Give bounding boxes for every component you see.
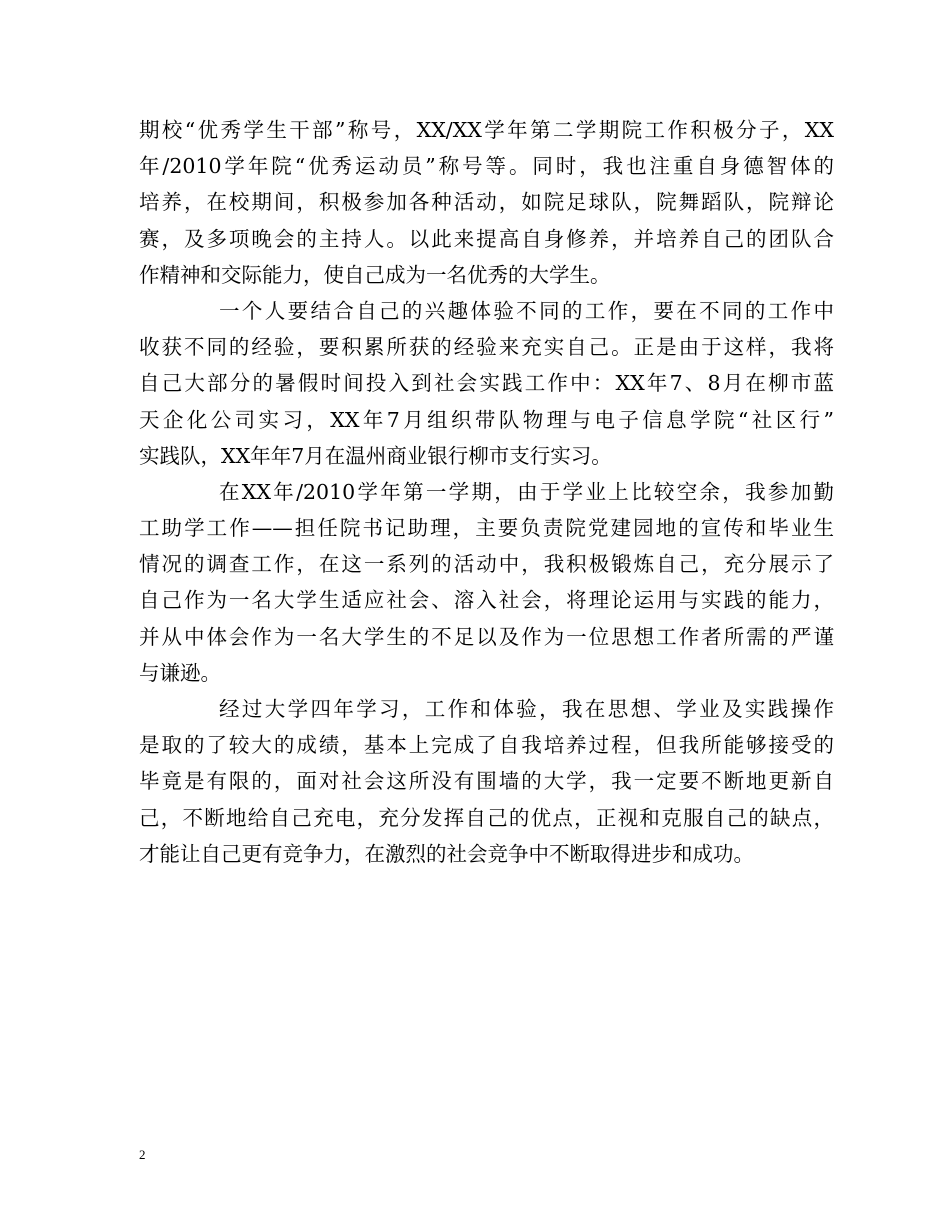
page-number: 2 xyxy=(139,1147,146,1162)
text-line: 经过大学四年学习，工作和体验，我在思想、学业及实践操作 xyxy=(219,697,834,721)
text-line: 毕竟是有限的，面对社会这所没有围墙的大学，我一定要不断地更新自 xyxy=(139,769,834,794)
text-line: 实践队，XX年年7月在温州商业银行柳市支行实习。 xyxy=(139,443,612,468)
text-line: 自己作为一名大学生适应社会、溶入社会，将理论运用与实践的能力， xyxy=(139,588,834,613)
text-line: 收获不同的经验，要积累所获的经验来充实自己。正是由于这样，我将 xyxy=(139,335,834,360)
text-line: 在XX年/2010学年第一学期，由于学业上比较空余，我参加勤 xyxy=(219,479,834,504)
text-line: 并从中体会作为一名大学生的不足以及作为一位思想工作者所需的严谨 xyxy=(139,624,834,649)
text-line: 己，不断地给自己充电，充分发挥自己的优点，正视和克服自己的缺点， xyxy=(139,805,834,830)
text-line: 情况的调查工作，在这一系列的活动中，我积极锻炼自己，充分展示了 xyxy=(139,552,834,577)
text-line: 天企化公司实习，XX年7月组织带队物理与电子信息学院“社区行” xyxy=(139,407,834,432)
text-line: 工助学工作——担任院书记助理，主要负责院党建园地的宣传和毕业生 xyxy=(139,516,834,541)
text-line: 作精神和交际能力，使自己成为一名优秀的大学生。 xyxy=(139,262,611,287)
text-line: 一个人要结合自己的兴趣体验不同的工作，要在不同的工作中 xyxy=(219,298,834,323)
text-line: 与谦逊。 xyxy=(139,660,221,685)
text-line: 自己大部分的暑假时间投入到社会实践工作中：XX年7、8月在柳市蓝 xyxy=(139,371,834,396)
text-line: 才能让自己更有竞争力，在激烈的社会竞争中不断取得进步和成功。 xyxy=(139,841,754,866)
text-line: 赛，及多项晚会的主持人。以此来提高自身修养，并培养自己的团队合 xyxy=(139,226,834,251)
body-text xyxy=(139,112,834,872)
text-line: 是取的了较大的成绩，基本上完成了自我培养过程，但我所能够接受的 xyxy=(139,733,834,758)
text-line: 培养，在校期间，积极参加各种活动，如院足球队，院舞蹈队，院辩论 xyxy=(139,190,834,215)
text-line: 期校“优秀学生干部”称号，XX/XX学年第二学期院工作积极分子，XX xyxy=(139,118,834,142)
text-line: 年/2010学年院“优秀运动员”称号等。同时，我也注重自身德智体的 xyxy=(139,154,834,179)
